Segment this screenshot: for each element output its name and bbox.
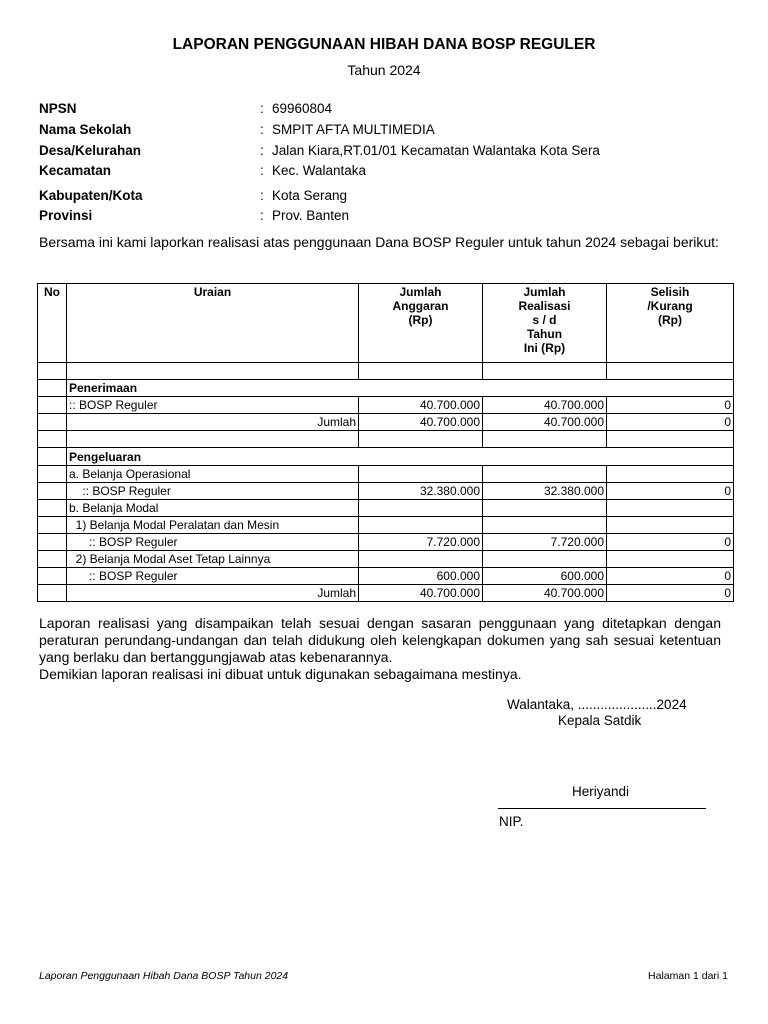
table-header-row bbox=[38, 284, 734, 363]
signature-nip: NIP. bbox=[499, 814, 524, 829]
cell-uraian: a. Belanja Operasional bbox=[67, 465, 359, 482]
table-row bbox=[38, 499, 734, 516]
header-uraian: Uraian bbox=[67, 284, 359, 363]
cell-no bbox=[38, 465, 67, 482]
cell-realisasi: 32.380.000 bbox=[483, 482, 607, 499]
closing-text bbox=[39, 615, 721, 683]
cell-no bbox=[38, 380, 67, 397]
table-row bbox=[38, 482, 734, 499]
info-value: Kota Serang bbox=[272, 188, 348, 203]
cell-realisasi bbox=[483, 499, 607, 516]
cell-uraian: Jumlah bbox=[67, 585, 359, 602]
table-row bbox=[38, 551, 734, 568]
table-row bbox=[38, 516, 734, 533]
table-row bbox=[38, 568, 734, 585]
info-value: SMPIT AFTA MULTIMEDIA bbox=[272, 122, 435, 137]
cell-no bbox=[38, 482, 67, 499]
cell-anggaran bbox=[359, 431, 483, 448]
header-realisasi: Jumlah Realisasi s / d Tahun Ini (Rp) bbox=[483, 284, 607, 363]
signature-name: Heriyandi bbox=[572, 784, 630, 799]
info-colon: : bbox=[260, 143, 264, 158]
cell-selisih: 0 bbox=[607, 414, 734, 431]
cell-selisih: 0 bbox=[607, 533, 734, 550]
table-body bbox=[38, 363, 734, 602]
intro-paragraph: Bersama ini kami laporkan realisasi atas penggunaan Dana BOSP Reguler untuk tahun 2024 sebagai berikut: bbox=[39, 234, 719, 250]
cell-uraian: :: BOSP Reguler bbox=[67, 568, 359, 585]
cell-uraian: b. Belanja Modal bbox=[67, 499, 359, 516]
cell-anggaran bbox=[359, 551, 483, 568]
table-row bbox=[38, 380, 734, 397]
signature-place-date: Walantaka, .....................2024 bbox=[507, 697, 687, 712]
table-row bbox=[38, 533, 734, 550]
info-label: Nama Sekolah bbox=[39, 122, 132, 137]
closing-paragraph-2: Demikian laporan realisasi ini dibuat untuk digunakan sebagaimana mestinya. bbox=[39, 666, 522, 682]
info-colon: : bbox=[260, 208, 264, 223]
cell-realisasi: 7.720.000 bbox=[483, 533, 607, 550]
cell-uraian: :: BOSP Reguler bbox=[67, 482, 359, 499]
section-heading: Pengeluaran bbox=[67, 448, 734, 465]
cell-realisasi bbox=[483, 465, 607, 482]
info-value: 69960804 bbox=[272, 101, 333, 116]
cell-anggaran: 40.700.000 bbox=[359, 585, 483, 602]
document-subtitle: Tahun 2024 bbox=[347, 62, 421, 78]
cell-realisasi: 40.700.000 bbox=[483, 414, 607, 431]
cell-uraian: 1) Belanja Modal Peralatan dan Mesin bbox=[67, 516, 359, 533]
header-selisih: Selisih /Kurang (Rp) bbox=[607, 284, 734, 363]
table-row bbox=[38, 448, 734, 465]
cell-realisasi: 600.000 bbox=[483, 568, 607, 585]
cell-selisih bbox=[607, 431, 734, 448]
cell-realisasi bbox=[483, 551, 607, 568]
cell-selisih: 0 bbox=[607, 397, 734, 414]
signature-line bbox=[498, 808, 706, 809]
cell-no bbox=[38, 551, 67, 568]
closing-paragraph-1: Laporan realisasi yang disampaikan telah sesuai dengan sasaran penggunaan yang ditetapkan dengan peraturan perundang-undangan dan telah didukung oleh kelengkapan dokumen yang sah sesuai ketentuan yang berlaku dan bertanggungjawab atas kebenarannya. bbox=[39, 615, 721, 665]
table-row bbox=[38, 397, 734, 414]
cell-anggaran bbox=[359, 499, 483, 516]
info-label: Desa/Kelurahan bbox=[39, 143, 142, 158]
cell-selisih bbox=[607, 516, 734, 533]
header-no: No bbox=[38, 284, 67, 363]
footer-title: Laporan Penggunaan Hibah Dana BOSP Tahun 2024 bbox=[39, 970, 289, 982]
info-colon: : bbox=[260, 188, 264, 203]
cell-anggaran: 32.380.000 bbox=[359, 482, 483, 499]
info-value: Prov. Banten bbox=[272, 208, 350, 223]
info-colon: : bbox=[260, 101, 264, 116]
info-label: Provinsi bbox=[39, 208, 93, 223]
info-colon: : bbox=[260, 122, 264, 137]
table-row bbox=[38, 585, 734, 602]
cell-anggaran: 600.000 bbox=[359, 568, 483, 585]
cell-anggaran: 7.720.000 bbox=[359, 533, 483, 550]
table-row bbox=[38, 431, 734, 448]
cell-anggaran: 40.700.000 bbox=[359, 414, 483, 431]
cell-no bbox=[38, 431, 67, 448]
cell-selisih bbox=[607, 551, 734, 568]
cell-no bbox=[38, 516, 67, 533]
signature-position: Kepala Satdik bbox=[558, 713, 642, 728]
cell-anggaran bbox=[359, 516, 483, 533]
cell-uraian: :: BOSP Reguler bbox=[67, 397, 359, 414]
header-anggaran: Jumlah Anggaran (Rp) bbox=[359, 284, 483, 363]
cell-uraian: 2) Belanja Modal Aset Tetap Lainnya bbox=[67, 551, 359, 568]
info-value: Kec. Walantaka bbox=[272, 163, 367, 178]
cell-realisasi: 40.700.000 bbox=[483, 397, 607, 414]
info-label: Kabupaten/Kota bbox=[39, 188, 143, 203]
info-label: NPSN bbox=[39, 101, 77, 116]
cell-realisasi: 40.700.000 bbox=[483, 585, 607, 602]
cell-no bbox=[38, 568, 67, 585]
footer-page-number: Halaman 1 dari 1 bbox=[648, 970, 728, 982]
cell-no bbox=[38, 363, 67, 380]
cell-uraian: :: BOSP Reguler bbox=[67, 533, 359, 550]
cell-realisasi bbox=[483, 516, 607, 533]
report-table bbox=[37, 283, 734, 602]
cell-selisih bbox=[607, 499, 734, 516]
cell-anggaran: 40.700.000 bbox=[359, 397, 483, 414]
section-heading: Penerimaan bbox=[67, 380, 734, 397]
cell-selisih bbox=[607, 363, 734, 380]
info-label: Kecamatan bbox=[39, 163, 112, 178]
cell-no bbox=[38, 397, 67, 414]
cell-selisih: 0 bbox=[607, 585, 734, 602]
cell-anggaran bbox=[359, 465, 483, 482]
cell-no bbox=[38, 448, 67, 465]
cell-no bbox=[38, 499, 67, 516]
cell-uraian: Jumlah bbox=[67, 414, 359, 431]
cell-no bbox=[38, 533, 67, 550]
table-row bbox=[38, 363, 734, 380]
cell-selisih bbox=[607, 465, 734, 482]
info-value: Jalan Kiara,RT.01/01 Kecamatan Walantaka Kota Sera bbox=[272, 143, 600, 158]
cell-uraian bbox=[67, 363, 359, 380]
cell-anggaran bbox=[359, 363, 483, 380]
info-colon: : bbox=[260, 163, 264, 178]
document-title: LAPORAN PENGGUNAAN HIBAH DANA BOSP REGULER bbox=[172, 36, 596, 53]
cell-uraian bbox=[67, 431, 359, 448]
cell-no bbox=[38, 414, 67, 431]
table-row bbox=[38, 414, 734, 431]
cell-realisasi bbox=[483, 431, 607, 448]
cell-selisih: 0 bbox=[607, 482, 734, 499]
cell-no bbox=[38, 585, 67, 602]
cell-selisih: 0 bbox=[607, 568, 734, 585]
cell-realisasi bbox=[483, 363, 607, 380]
table-row bbox=[38, 465, 734, 482]
